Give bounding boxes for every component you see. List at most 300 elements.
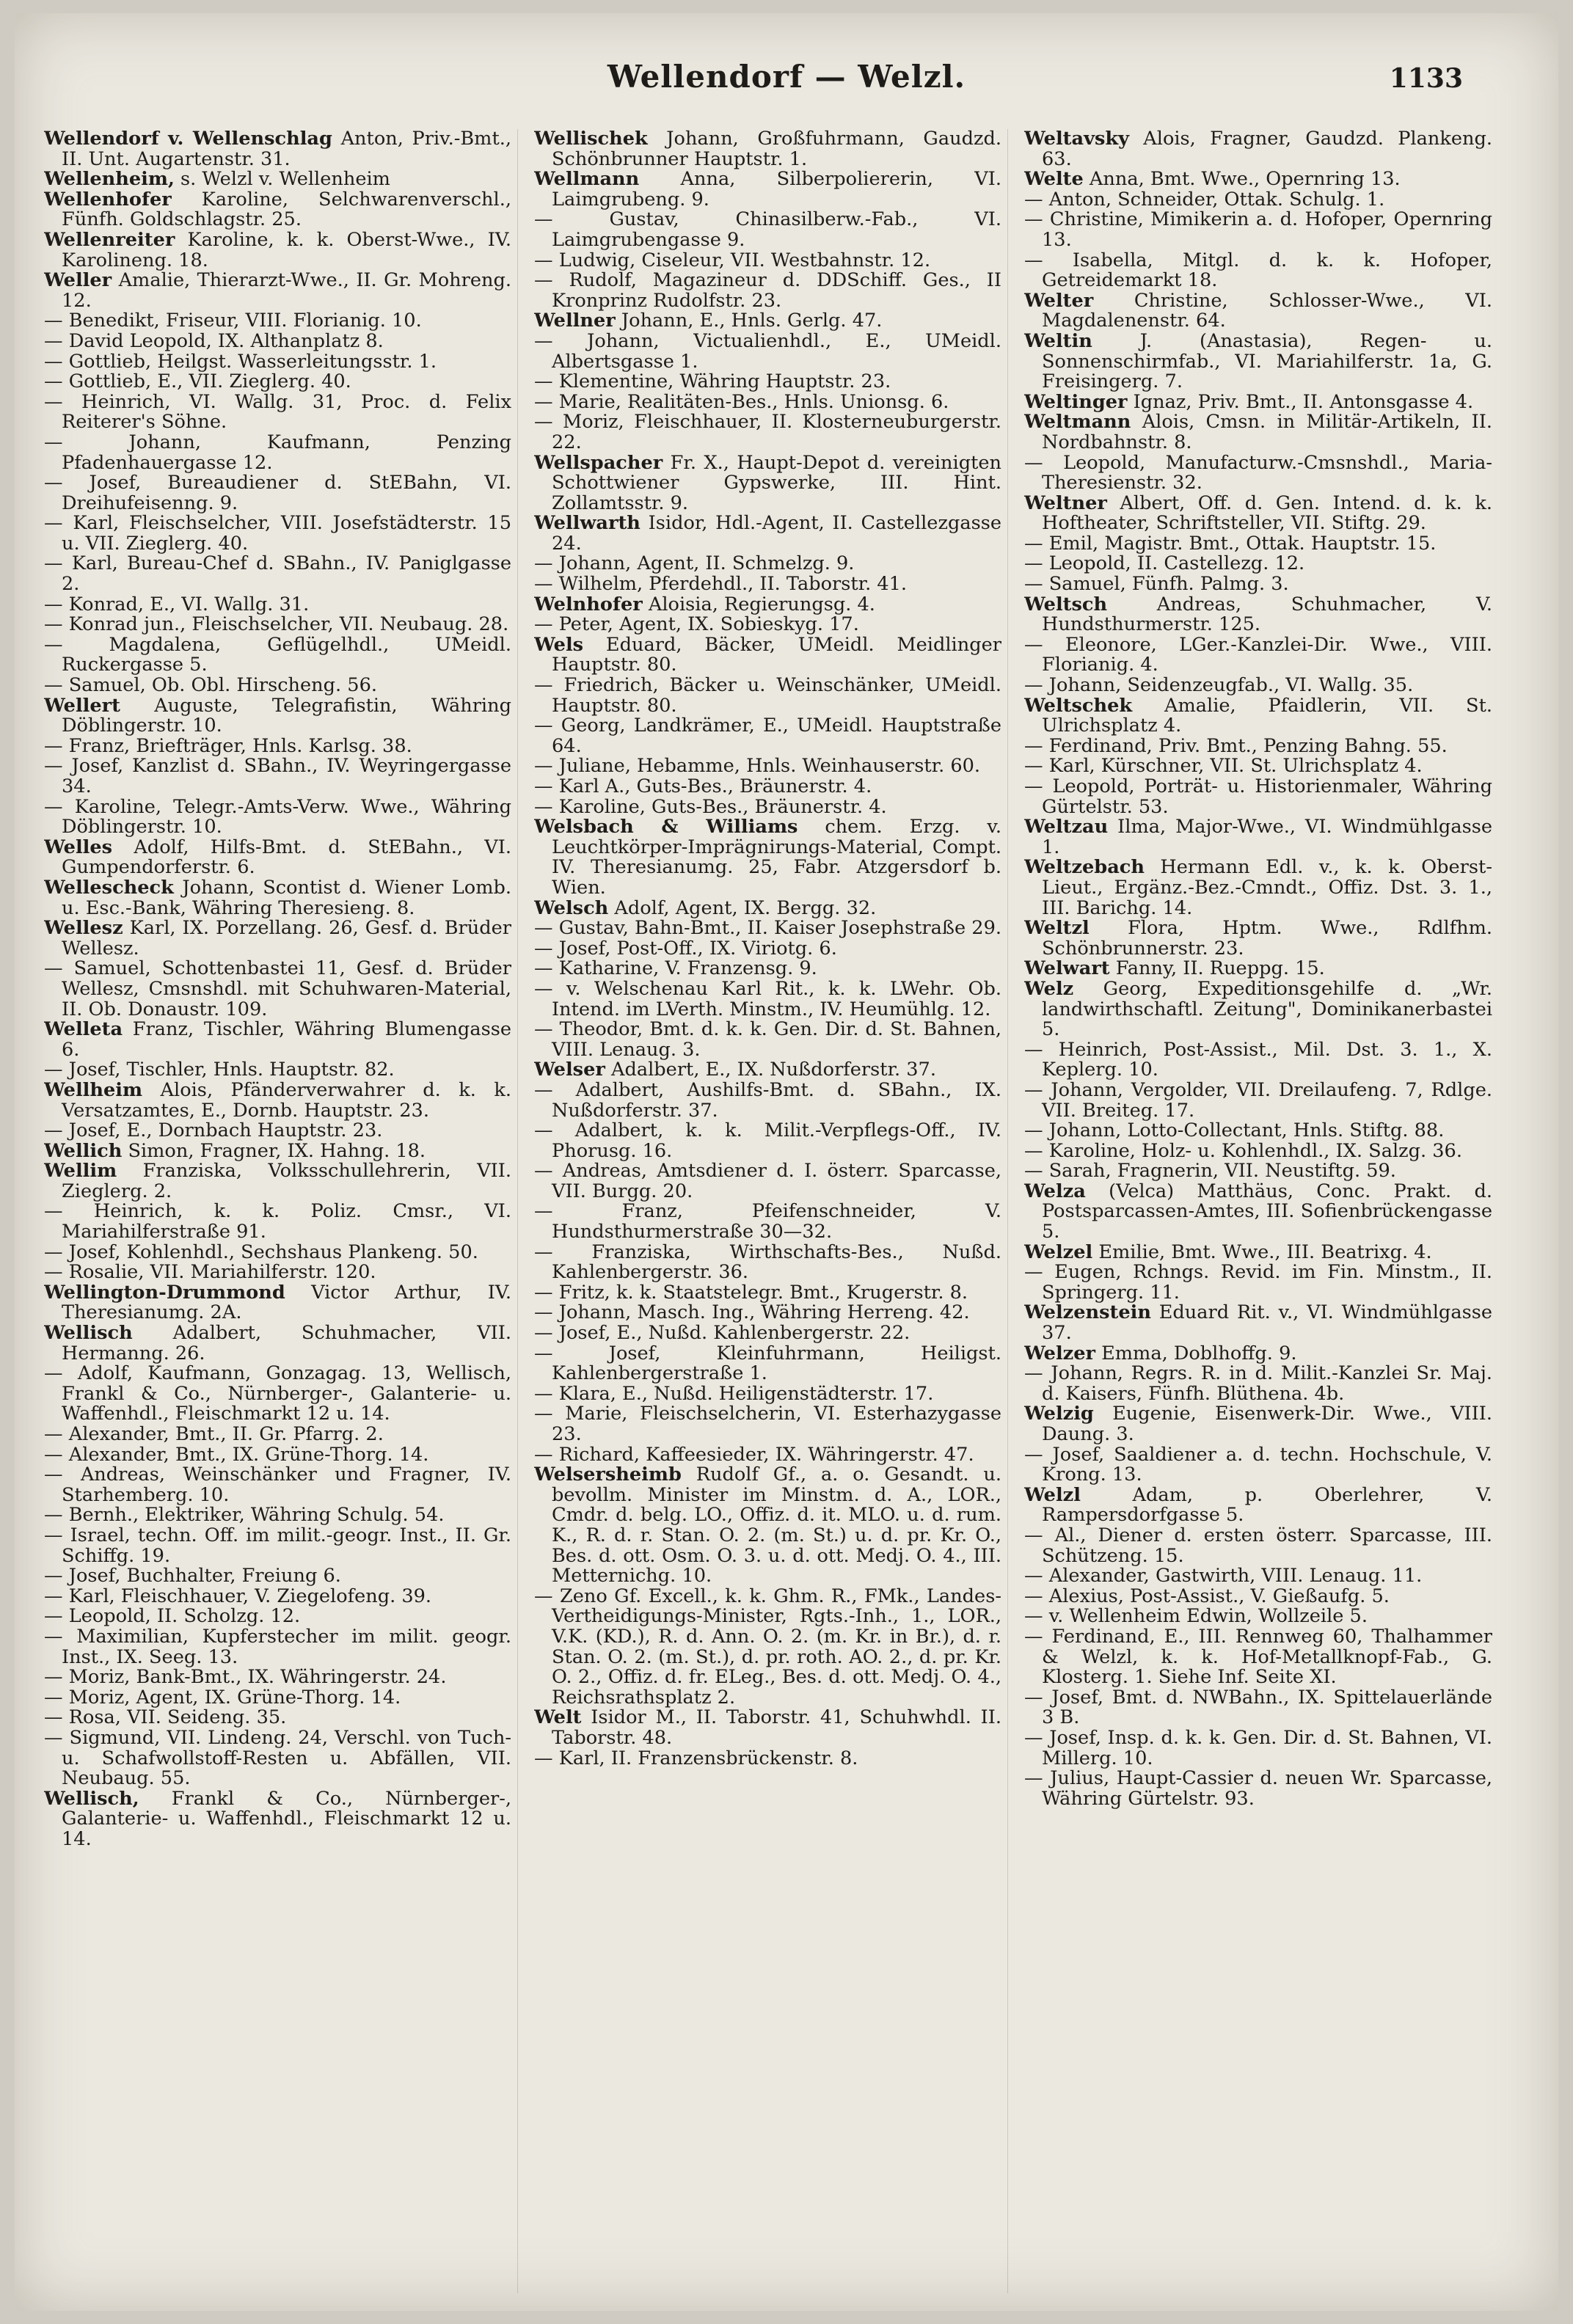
- entry-details: — Bernh., Elektriker, Währing Schulg. 54.: [44, 1504, 445, 1527]
- entry-details: Amalie, Pfaidlerin, VII. St. Ulrichsplatz 4.: [1042, 694, 1492, 737]
- entry-details: — Emil, Magistr. Bmt., Ottak. Hauptstr. 15.: [1024, 532, 1437, 555]
- directory-entry: [534, 979, 1001, 1020]
- entry-surname: Wellenheim,: [44, 168, 175, 191]
- directory-entry: [44, 1587, 511, 1607]
- directory-entry: [44, 1667, 511, 1688]
- entry-details: — Marie, Fleischselcherin, VI. Esterhazygasse 23.: [534, 1403, 1001, 1445]
- entry-details: Andreas, Schuhmacher, V. Hundsthurmerstr. 125.: [1042, 593, 1492, 636]
- entry-details: — Johann, Kaufmann, Penzing Pfadenhauergasse 12.: [44, 431, 511, 474]
- entry-details: Anna, Bmt. Wwe., Opernring 13.: [1083, 168, 1401, 191]
- directory-entry: [44, 797, 511, 838]
- directory-entry: [44, 1445, 511, 1466]
- entry-details: Emilie, Bmt. Wwe., III. Beatrixg. 4.: [1092, 1240, 1432, 1263]
- directory-entry: [44, 878, 511, 918]
- entry-details: Karoline, k. k. Oberst-Wwe., IV. Karolineng. 18.: [62, 228, 511, 271]
- entry-details: — Klara, E., Nußd. Heiligenstädterstr. 17.: [534, 1382, 934, 1405]
- directory-entry: [534, 959, 1001, 979]
- directory-entry: [1024, 169, 1492, 190]
- entry-details: — Gustav, Bahn-Bmt., II. Kaiser Josephstraße 29.: [534, 917, 1001, 940]
- entry-details: Simon, Fragner, IX. Hahng. 18.: [122, 1139, 426, 1162]
- entry-surname: Weltner: [1024, 492, 1107, 514]
- entry-surname: Welza: [1024, 1180, 1086, 1202]
- directory-entry: [534, 554, 1001, 574]
- entry-details: — Josef, Bureaudiener d. StEBahn, VI. Dreihufeisenng. 9.: [44, 472, 511, 514]
- entry-details: Eugenie, Eisenwerk-Dir. Wwe., VIII. Daung. 3.: [1042, 1403, 1492, 1445]
- entry-details: — Heinrich, k. k. Poliz. Cmsr., VI. Mariahilferstraße 91.: [44, 1200, 511, 1243]
- directory-entry: [44, 1161, 511, 1202]
- directory-entry: [1024, 959, 1492, 979]
- entry-details: Isidor, Hdl.-Agent, II. Castellezgasse 24.: [552, 512, 1001, 555]
- entry-surname: Welt: [534, 1706, 582, 1729]
- directory-entry: [44, 230, 511, 271]
- directory-entry: [44, 190, 511, 230]
- entry-surname: Wellim: [44, 1160, 117, 1183]
- directory-entry: [1024, 979, 1492, 1040]
- entry-details: — Gottlieb, Heilgst. Wasserleitungsstr. 1.: [44, 350, 437, 373]
- entry-details: Alois, Pfänderverwahrer d. k. k. Versatzamtes, E., Dornb. Hauptstr. 23.: [62, 1078, 511, 1122]
- directory-entry: [534, 372, 1001, 392]
- entry-details: — Karl, Kürschner, VII. St. Ulrichsplatz 4.: [1024, 755, 1423, 778]
- entry-details: — Juliane, Hebamme, Hnls. Weinhauserstr. 60.: [534, 755, 981, 778]
- directory-entry: [1024, 1526, 1492, 1566]
- directory-entry: [1024, 1728, 1492, 1769]
- directory-entry: [44, 329, 511, 352]
- entry-details: Flora, Hptm. Wwe., Rdlfhm. Schönbrunnerstr. 23.: [1042, 917, 1492, 960]
- entry-surname: Welwart: [1024, 957, 1110, 980]
- entry-details: — Josef, E., Dornbach Hauptstr. 23.: [44, 1119, 383, 1142]
- directory-entry: [1024, 817, 1492, 858]
- column-1: [44, 129, 518, 2293]
- entry-surname: Wellmann: [534, 168, 640, 191]
- page-title: Wellendorf — Welzl.: [607, 59, 966, 95]
- entry-details: — Andreas, Weinschänker und Fragner, IV. Starhemberg. 10.: [44, 1464, 511, 1506]
- entry-details: Adalbert, E., IX. Nußdorferstr. 37.: [605, 1059, 936, 1081]
- entry-details: — Katharine, V. Franzensg. 9.: [534, 957, 817, 980]
- entry-details: — Fritz, k. k. Staatstelegr. Bmt., Krugerstr. 8.: [534, 1281, 968, 1304]
- entry-details: — Josef, Saaldiener a. d. techn. Hochschule, V. Krong. 13.: [1024, 1443, 1492, 1486]
- directory-entry: [44, 918, 511, 959]
- directory-entry: [44, 615, 511, 635]
- directory-entry: [44, 959, 511, 1020]
- entry-details: — Eugen, Rchngs. Revid. im Fin. Minstm., II. Springerg. 11.: [1024, 1261, 1492, 1304]
- entry-details: — Anton, Schneider, Ottak. Schulg. 1.: [1024, 188, 1385, 211]
- entry-details: — Karl A., Guts-Bes., Bräunerstr. 4.: [534, 775, 872, 797]
- directory-entry: [44, 1566, 511, 1587]
- directory-entry: [534, 797, 1001, 818]
- entry-details: — Ludwig, Ciseleur, VII. Westbahnstr. 12.: [534, 249, 931, 271]
- entry-details: — Benedikt, Friseur, VIII. Florianig. 10.: [44, 310, 422, 332]
- directory-entry: [534, 896, 1001, 919]
- directory-entry: [534, 329, 1001, 373]
- directory-entry: [44, 372, 511, 392]
- entry-details: — Israel, techn. Off. im milit.-geogr. Inst., II. Gr. Schiffg. 19.: [44, 1524, 511, 1567]
- entry-details: — Samuel, Schottenbastei 11, Gesf. d. Brüder Wellesz, Cmsnshdl. mit Schuhwaren-Material, II. Ob. Donaustr. 109.: [44, 957, 511, 1020]
- entry-details: — Johann, Vergolder, VII. Dreilaufeng. 7, Rdlge. VII. Breiteg. 17.: [1024, 1078, 1492, 1122]
- directory-entry: [44, 1323, 511, 1364]
- entry-details: Amalie, Thierarzt-Wwe., II. Gr. Mohreng. 12.: [62, 269, 511, 312]
- directory-entry: [534, 1060, 1001, 1081]
- directory-entry: [534, 1404, 1001, 1444]
- entry-surname: Wellischek: [534, 129, 648, 150]
- entry-details: — Karl, Bureau-Chef d. SBahn., IV. Paniglgasse 2.: [44, 552, 511, 596]
- directory-entry: [1024, 1263, 1492, 1303]
- entry-details: — Johann, Seidenzeugfab., VI. Wallg. 35.: [1024, 674, 1414, 697]
- directory-entry: [1024, 1141, 1492, 1162]
- entry-details: — Johann, Masch. Ing., Währing Herreng. 42.: [534, 1301, 970, 1324]
- entry-details: — Josef, Tischler, Hnls. Hauptstr. 82.: [44, 1059, 395, 1081]
- entry-details: Georg, Expeditionsgehilfe d. „Wr. landwirthschaftl. Zeitung", Dominikanerbastei 5.: [1042, 977, 1492, 1041]
- directory-entry: [534, 1465, 1001, 1587]
- entry-details: Johann, Scontist d. Wiener Lomb. u. Esc.-Bank, Währing Theresieng. 8.: [62, 876, 511, 919]
- directory-entry: [534, 1283, 1001, 1304]
- directory-entry: [44, 1060, 511, 1081]
- directory-entry: [534, 1020, 1001, 1060]
- directory-entry: [1024, 554, 1492, 574]
- entry-details: — Johann, Victualienhdl., E., UMeidl. Albertsgasse 1.: [534, 329, 1001, 373]
- directory-entry: [44, 473, 511, 514]
- entry-surname: Weltsch: [1024, 593, 1108, 615]
- entry-details: — Andreas, Amtsdiener d. I. österr. Sparcasse, VII. Burgg. 20.: [534, 1160, 1001, 1202]
- entry-details: — Samuel, Fünfh. Palmg. 3.: [1024, 573, 1289, 596]
- entry-details: — Heinrich, Post-Assist., Mil. Dst. 3. 1., X. Keplerg. 10.: [1024, 1038, 1492, 1081]
- directory-entry: [534, 635, 1001, 676]
- directory-entry: [44, 1121, 511, 1141]
- directory-entry: [1024, 676, 1492, 696]
- entry-details: — Karl, Fleischhauer, V. Ziegelofeng. 39.: [44, 1585, 432, 1607]
- entry-surname: Weltinger: [1024, 390, 1128, 413]
- entry-details: — Josef, Kanzlist d. SBahn., IV. Weyringergasse 34.: [44, 755, 511, 797]
- directory-entry: [534, 412, 1001, 453]
- entry-details: — Samuel, Ob. Obl. Hirscheng. 56.: [44, 674, 378, 697]
- entry-surname: Wellner: [534, 310, 616, 332]
- directory-entry: [534, 271, 1001, 311]
- directory-entry: [1024, 858, 1492, 918]
- entry-details: J. (Anastasia), Regen- u. Sonnenschirmfab., VI. Mariahilferstr. 1a, G. Freisingerg. 7.: [1042, 329, 1492, 393]
- entry-surname: Wellert: [44, 694, 120, 717]
- directory-entry: [1024, 918, 1492, 959]
- directory-entry: [44, 311, 511, 332]
- entry-surname: Wellisch: [44, 1322, 133, 1345]
- directory-entry: [44, 129, 511, 169]
- directory-entry: [44, 595, 511, 615]
- entry-surname: Weltin: [1024, 329, 1092, 352]
- entry-surname: Welsersheimb: [534, 1464, 682, 1486]
- directory-entry: [44, 756, 511, 797]
- entry-details: — Adalbert, k. k. Milit.-Verpflegs-Off., IV. Phorusg. 16.: [534, 1119, 1001, 1162]
- directory-entry: [534, 1344, 1001, 1384]
- directory-entry: [534, 251, 1001, 271]
- directory-entry: [44, 1020, 511, 1060]
- entry-details: Ignaz, Priv. Bmt., II. Antonsgasse 4.: [1127, 390, 1474, 413]
- directory-entry: [44, 1141, 511, 1162]
- directory-entry: [1024, 1182, 1492, 1243]
- entry-details: — Moriz, Bank-Bmt., IX. Währingerstr. 24.: [44, 1666, 447, 1689]
- entry-details: — Sarah, Fragnerin, VII. Neustiftg. 59.: [1024, 1160, 1396, 1183]
- entry-details: Christine, Schlosser-Wwe., VI. Magdalenenstr. 64.: [1042, 289, 1492, 332]
- directory-entry: [44, 1607, 511, 1627]
- directory-entry: [534, 1323, 1001, 1344]
- directory-entry: [534, 453, 1001, 514]
- directory-entry: [534, 392, 1001, 413]
- directory-entry: [1024, 756, 1492, 777]
- entry-details: — Josef, Insp. d. k. k. Gen. Dir. d. St. Bahnen, VI. Millerg. 10.: [1024, 1726, 1492, 1769]
- entry-details: — Richard, Kaffeesieder, IX. Währingerstr. 47.: [534, 1443, 974, 1466]
- entry-surname: Welz: [1024, 977, 1074, 1000]
- entry-details: — Franz, Briefträger, Hnls. Karlsg. 38.: [44, 734, 412, 757]
- directory-entry: [1024, 635, 1492, 676]
- directory-entry: [534, 1121, 1001, 1161]
- directory-entry: [44, 696, 511, 737]
- entry-surname: Wellington-Drummond: [44, 1281, 285, 1304]
- entry-details: — Johann, Agent, II. Schmelzg. 9.: [534, 552, 855, 575]
- entry-details: — Rudolf, Magazineur d. DDSchiff. Ges., II Kronprinz Rudolfstr. 23.: [534, 269, 1001, 312]
- entry-details: Karoline, Selchwarenverschl., Fünfh. Goldschlagstr. 25.: [62, 188, 511, 231]
- directory-entry: [1024, 392, 1492, 413]
- entry-surname: Weltzl: [1024, 917, 1090, 940]
- entry-details: — Josef, Bmt. d. NWBahn., IX. Spittelauerlände 3 B.: [1024, 1686, 1492, 1729]
- entry-details: — Karl, Fleischselcher, VIII. Josefstädterstr. 15 u. VII. Zieglerg. 40.: [44, 512, 511, 555]
- entry-surname: Wellspacher: [534, 451, 663, 474]
- entry-details: — Gustav, Chinasilberw.-Fab., VI. Laimgrubengasse 9.: [534, 208, 1001, 251]
- entry-details: — Karoline, Holz- u. Kohlenhdl., IX. Salzg. 36.: [1024, 1139, 1462, 1162]
- entry-surname: Weltavsky: [1024, 129, 1129, 150]
- directory-entry: [1024, 453, 1492, 494]
- directory-entry: [1024, 1483, 1492, 1527]
- entry-details: — Ferdinand, Priv. Bmt., Penzing Bahng. 55.: [1024, 734, 1448, 757]
- entry-details: — Eleonore, LGer.-Kanzlei-Dir. Wwe., VIII. Florianig. 4.: [1024, 633, 1492, 676]
- directory-entry: [1024, 777, 1492, 817]
- directory-entry: [1024, 696, 1492, 737]
- entry-details: — Heinrich, VI. Wallg. 31, Proc. d. Felix Reiterer's Söhne.: [44, 390, 511, 434]
- entry-details: Alois, Cmsn. in Militär-Artikeln, II. Nordbahnstr. 8.: [1042, 411, 1492, 453]
- entry-surname: Welles: [44, 836, 113, 858]
- entry-surname: Welleta: [44, 1018, 123, 1041]
- directory-entry: [534, 756, 1001, 777]
- entry-details: — Josef, Buchhalter, Freiung 6.: [44, 1565, 341, 1587]
- entry-surname: Wellesz: [44, 917, 123, 940]
- entry-surname: Wellisch,: [44, 1787, 139, 1810]
- directory-entry: [1024, 1364, 1492, 1404]
- entry-details: Karl, IX. Porzellang. 26, Gesf. d. Brüder Wellesz.: [62, 917, 511, 960]
- entry-details: Auguste, Telegrafistin, Währing Döblingerstr. 10.: [62, 694, 511, 737]
- entry-details: — Theodor, Bmt. d. k. k. Gen. Dir. d. St. Bahnen, VIII. Lenaug. 3.: [534, 1018, 1001, 1061]
- directory-entry: [1024, 1303, 1492, 1343]
- directory-entry: [1024, 595, 1492, 635]
- entry-details: s. Welzl v. Wellenheim: [174, 168, 390, 191]
- entry-details: Anton, Priv.-Bmt., II. Unt. Augartenstr. 31.: [62, 129, 511, 170]
- entry-details: — Isabella, Mitgl. d. k. k. Hofoper, Getreidemarkt 18.: [1024, 249, 1492, 292]
- entry-details: Eduard Rit. v., VI. Windmühlgasse 37.: [1042, 1301, 1492, 1345]
- entry-details: — Alexius, Post-Assist., V. Gießaufg. 5.: [1024, 1585, 1390, 1607]
- entry-details: — Marie, Realitäten-Bes., Hnls. Unionsg. 6.: [534, 390, 949, 413]
- entry-details: — Josef, Kleinfuhrmann, Heiligst. Kahlenbergerstraße 1.: [534, 1342, 1001, 1385]
- directory-entry: [44, 838, 511, 878]
- directory-entry: [1024, 574, 1492, 595]
- entry-surname: Welter: [1024, 289, 1094, 312]
- entry-details: Ilma, Major-Wwe., VI. Windmühlgasse 1.: [1042, 816, 1492, 858]
- entry-details: — v. Welschenau Karl Rit., k. k. LWehr. Ob. Intend. im LVerth. Minstm., IV. Heumühlg. 12.: [534, 977, 1001, 1020]
- entry-surname: Wellich: [44, 1139, 123, 1162]
- entry-details: Adam, p. Oberlehrer, V. Rampersdorfgasse 5.: [1042, 1483, 1492, 1527]
- directory-entry: [44, 1283, 511, 1323]
- directory-entry: [534, 817, 1001, 898]
- directory-entry: [44, 1263, 511, 1283]
- directory-entry: [534, 1749, 1001, 1769]
- entry-surname: Welsch: [534, 896, 609, 919]
- entry-details: — Josef, E., Nußd. Kahlenbergerstr. 22.: [534, 1322, 910, 1345]
- entry-details: — Sigmund, VII. Lindeng. 24, Verschl. von Tuch- u. Schafwollstoff-Resten u. Abfällen, VII. Neubaug. 55.: [44, 1726, 511, 1790]
- entry-surname: Welzl: [1024, 1483, 1081, 1506]
- directory-entry: [534, 574, 1001, 595]
- directory-entry: [44, 554, 511, 594]
- entry-details: — Karoline, Telegr.-Amts-Verw. Wwe., Währing Döblingerstr. 10.: [44, 795, 511, 838]
- directory-entry: [534, 1384, 1001, 1405]
- directory-entry: [44, 1505, 511, 1526]
- directory-entry: [1024, 1566, 1492, 1587]
- directory-entry: [1024, 1040, 1492, 1081]
- entry-details: — Leopold, Porträt- u. Historienmaler, Währing Gürtelstr. 53.: [1024, 775, 1492, 818]
- directory-entry: [44, 734, 511, 757]
- directory-entry: [1024, 534, 1492, 555]
- entry-details: — Peter, Agent, IX. Sobieskyg. 17.: [534, 613, 859, 636]
- entry-details: — Ferdinand, E., III. Rennweg 60, Thalhammer & Welzl, k. k. Hof-Metallknopf-Fab., G. Klosterg. 1. Siehe Inf. Seite XI.: [1024, 1625, 1492, 1689]
- entry-details: — Moriz, Fleischhauer, II. Klosterneuburgerstr. 22.: [534, 411, 1001, 453]
- entry-details: — Gottlieb, E., VII. Zieglerg. 40.: [44, 370, 351, 393]
- entry-details: Frankl & Co., Nürnberger-, Galanterie- u. Waffenhdl., Fleischmarkt 12 u. 14.: [62, 1787, 511, 1850]
- entry-details: — Johann, Lotto-Collectant, Hnls. Stiftg. 88.: [1024, 1119, 1445, 1142]
- columns-container: [44, 129, 1500, 2293]
- directory-entry: [534, 129, 1001, 169]
- page-header: [15, 13, 1558, 123]
- directory-entry: [44, 1425, 511, 1445]
- entry-details: Rudolf Gf., a. o. Gesandt. u. bevollm. Minister im Minstm. d. A., LOR., Cmdr. d. belg. LO., Offiz. d. it. MLO. u. d. rum. K., R. d. r. Stan. O. 2. (m. St.) u. d. pr. Kr. O., Bes. d. ott. Osm. O. 3. u. d. ott. Medj. O. 4., III. Metternichg. 10.: [552, 1464, 1001, 1587]
- entry-details: — Rosa, VII. Seideng. 35.: [44, 1706, 287, 1729]
- directory-entry: [44, 433, 511, 473]
- directory-entry: [1024, 1607, 1492, 1627]
- directory-page: [15, 13, 1558, 2311]
- directory-entry: [534, 676, 1001, 716]
- directory-entry: [44, 1465, 511, 1505]
- directory-entry: [534, 311, 1001, 332]
- entry-details: — Zeno Gf. Excell., k. k. Ghm. R., FMk., Landes-Vertheidigungs-Minister, Rgts.-Inh., 1., LOR., V.K. (KD.), R. d. Ann. O. 2. (m. Kr. in Br.), d. r. Stan. O. 2. (m. St.), d. pr. roth. AO. 2., d. pr. Kr. O. 2., Offiz. d. fr. ELeg., Bes. d. ott. Medj. O. 4., Reichsrathsplatz 2.: [534, 1585, 1001, 1709]
- directory-entry: [44, 1688, 511, 1709]
- entry-details: Alois, Fragner, Gaudzd. Plankeng. 63.: [1042, 129, 1492, 170]
- entry-details: — Karl, II. Franzensbrückenstr. 8.: [534, 1747, 858, 1769]
- entry-details: — Josef, Kohlenhdl., Sechshaus Plankeng. 50.: [44, 1240, 478, 1263]
- column-3: [1024, 129, 1498, 2293]
- entry-details: — Alexander, Bmt., II. Gr. Pfarrg. 2.: [44, 1423, 384, 1445]
- directory-entry: [534, 169, 1001, 210]
- entry-surname: Weller: [44, 269, 112, 292]
- directory-entry: [1024, 1161, 1492, 1182]
- page-number: 1133: [1389, 63, 1463, 94]
- directory-entry: [534, 615, 1001, 635]
- entry-details: — Adalbert, Aushilfs-Bmt. d. SBahn., IX. Nußdorferstr. 37.: [534, 1078, 1001, 1122]
- directory-entry: [534, 1445, 1001, 1466]
- entry-surname: Wellenhofer: [44, 188, 172, 211]
- entry-details: — Adolf, Kaufmann, Gonzagag. 13, Wellisch, Frankl & Co., Nürnberger-, Galanterie- u. Waffenhdl., Fleischmarkt 12 u. 14.: [44, 1362, 511, 1425]
- directory-entry: [44, 1240, 511, 1263]
- directory-entry: [44, 1627, 511, 1667]
- entry-details: — Alexander, Gastwirth, VIII. Lenaug. 11.: [1024, 1565, 1423, 1587]
- directory-entry: [1024, 1404, 1492, 1444]
- directory-entry: [44, 1728, 511, 1789]
- directory-entry: [534, 1587, 1001, 1709]
- entry-details: — Klementine, Währing Hauptstr. 23.: [534, 370, 891, 393]
- directory-entry: [534, 716, 1001, 756]
- entry-details: Johann, Großfuhrmann, Gaudzd. Schönbrunner Hauptstr. 1.: [552, 129, 1001, 170]
- entry-surname: Welzenstein: [1024, 1301, 1151, 1324]
- directory-entry: [534, 1303, 1001, 1323]
- entry-surname: Weltmann: [1024, 411, 1131, 434]
- entry-details: Franz, Tischler, Währing Blumengasse 6.: [62, 1018, 511, 1061]
- entry-details: — Al., Diener d. ersten österr. Sparcasse, III. Schützeng. 15.: [1024, 1524, 1492, 1567]
- directory-entry: [1024, 1344, 1492, 1364]
- directory-entry: [44, 1789, 511, 1850]
- entry-details: Eduard, Bäcker, UMeidl. Meidlinger Hauptstr. 80.: [552, 633, 1001, 676]
- directory-entry: [1024, 412, 1492, 453]
- entry-details: — David Leopold, IX. Althanplatz 8.: [44, 329, 384, 352]
- entry-details: — Leopold, II. Castellezg. 12.: [1024, 552, 1305, 575]
- entry-details: — Magdalena, Geflügelhdl., UMeidl. Ruckergasse 5.: [44, 633, 511, 676]
- entry-details: — Alexander, Bmt., IX. Grüne-Thorg. 14.: [44, 1443, 429, 1466]
- entry-details: — Franz, Pfeifenschneider, V. Hundsthurmerstraße 30—32.: [534, 1200, 1001, 1243]
- entry-details: — Rosalie, VII. Mariahilferstr. 120.: [44, 1261, 376, 1284]
- directory-entry: [1024, 734, 1492, 757]
- entry-surname: Wellenreiter: [44, 228, 175, 251]
- entry-details: Fr. X., Haupt-Depot d. vereinigten Schottwiener Gypswerke, III. Hint. Zollamtsstr. 9.: [552, 451, 1001, 514]
- entry-details: chem. Erzg. v. Leuchtkörper-Imprägnirungs-Material, Compt. IV. Theresianumg. 25, Fabr. Atzgersdorf b. Wien.: [552, 816, 1001, 899]
- entry-surname: Welzer: [1024, 1342, 1095, 1364]
- entry-details: — Karoline, Guts-Bes., Bräunerstr. 4.: [534, 795, 887, 818]
- directory-entry: [44, 1078, 511, 1122]
- directory-entry: [1024, 1769, 1492, 1809]
- entry-details: Adolf, Hilfs-Bmt. d. StEBahn., VI. Gumpendorferstr. 6.: [62, 836, 511, 879]
- entry-details: Emma, Doblhoffg. 9.: [1095, 1342, 1297, 1364]
- directory-entry: [1024, 329, 1492, 393]
- directory-entry: [534, 595, 1001, 615]
- directory-entry: [1024, 1121, 1492, 1141]
- entry-details: Franziska, Volksschullehrerin, VII. Zieglerg. 2.: [62, 1160, 511, 1202]
- entry-details: — Leopold, Manufacturw.-Cmsnshdl., Maria-Theresienstr. 32.: [1024, 451, 1492, 494]
- entry-details: Adolf, Agent, IX. Bergg. 32.: [608, 896, 877, 919]
- entry-details: — Julius, Haupt-Cassier d. neuen Wr. Sparcasse, Währing Gürtelstr. 93.: [1024, 1767, 1492, 1810]
- directory-entry: [1024, 1445, 1492, 1486]
- directory-entry: [1024, 251, 1492, 291]
- entry-details: — Wilhelm, Pferdehdl., II. Taborstr. 41.: [534, 573, 908, 596]
- entry-surname: Wels: [534, 633, 584, 656]
- entry-details: Hermann Edl. v., k. k. Oberst-Lieut., Ergänz.-Bez.-Cmndt., Offiz. Dst. 3. 1., III. Barichg. 14.: [1042, 856, 1492, 919]
- directory-entry: [1024, 494, 1492, 534]
- directory-entry: [44, 392, 511, 433]
- directory-entry: [44, 169, 511, 190]
- directory-entry: [44, 1708, 511, 1728]
- directory-entry: [44, 1202, 511, 1242]
- directory-entry: [44, 1364, 511, 1425]
- entry-surname: Weltschek: [1024, 694, 1133, 717]
- directory-entry: [534, 1708, 1001, 1748]
- entry-details: Isidor M., II. Taborstr. 41, Schuhwhdl. II. Taborstr. 48.: [552, 1706, 1001, 1749]
- entry-details: Adalbert, Schuhmacher, VII. Hermanng. 26.: [62, 1322, 511, 1364]
- entry-details: — Georg, Landkrämer, E., UMeidl. Hauptstraße 64.: [534, 715, 1001, 757]
- directory-entry: [44, 352, 511, 373]
- directory-entry: [1024, 190, 1492, 211]
- entry-surname: Wellwarth: [534, 512, 640, 535]
- entry-details: — Johann, Regrs. R. in d. Milit.-Kanzlei Sr. Maj. d. Kaisers, Fünfh. Blüthena. 4b.: [1024, 1362, 1492, 1405]
- directory-entry: [44, 514, 511, 554]
- directory-entry: [534, 777, 1001, 797]
- entry-details: Aloisia, Regierungsg. 4.: [642, 593, 875, 615]
